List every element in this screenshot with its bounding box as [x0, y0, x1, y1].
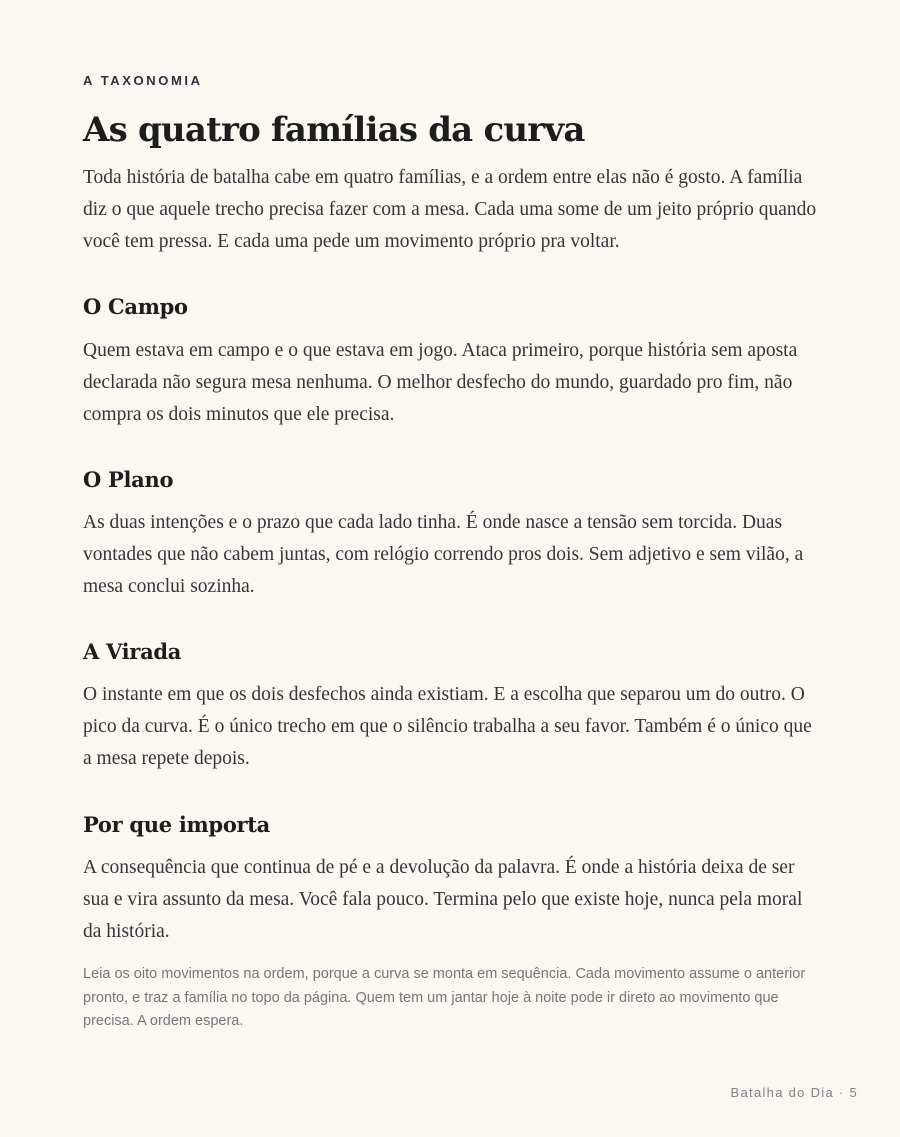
page-title: As quatro famílias da curva [83, 110, 585, 150]
section-eyebrow: A TAXONOMIA [83, 73, 203, 88]
section-body-campo: Quem estava em campo e o que estava em jogo. Ataca primeiro, porque história sem aposta declarada não segura mesa nenhuma. O melhor desfecho do mundo, guardado pro fim, não compra os dois minutos que ele precisa. [83, 340, 798, 425]
reading-note: Leia os oito movimentos na ordem, porque a curva se monta em sequência. Cada movimento assume o anterior pronto, e traz a família no topo da página. Quem tem um jantar hoje à noite pode ir direto ao movimento que precisa. A ordem espera. [83, 966, 806, 1029]
intro-paragraph: Toda história de batalha cabe em quatro famílias, e a ordem entre elas não é gosto. A família diz o que aquele trecho precisa fazer com a mesa. Cada uma some de um jeito próprio quando você tem pressa. E cada uma pede um movimento próprio pra voltar. [83, 167, 817, 252]
section-heading-campo: O Campo [83, 294, 188, 319]
page-footer: Batalha do Dia · 5 [730, 1085, 858, 1100]
section-heading-virada: A Virada [83, 639, 182, 664]
section-body-virada: O instante em que os dois desfechos ainda existiam. E a escolha que separou um do outro. O pico da curva. É o único trecho em que o silêncio trabalha a seu favor. Também é o único que a mesa repete depois. [83, 684, 812, 769]
section-heading-plano: O Plano [83, 467, 174, 492]
section-body-plano: As duas intenções e o prazo que cada lado tinha. É onde nasce a tensão sem torcida. Duas vontades que não cabem juntas, com relógio correndo pros dois. Sem adjetivo e sem vilão, a mesa conclui sozinha. [83, 512, 804, 597]
section-heading-por-que-importa: Por que importa [83, 812, 270, 837]
section-body-por-que-importa: A consequência que continua de pé e a devolução da palavra. É onde a história deixa de ser sua e vira assunto da mesa. Você fala pouco. Termina pelo que existe hoje, nunca pela moral da história. [83, 857, 803, 942]
